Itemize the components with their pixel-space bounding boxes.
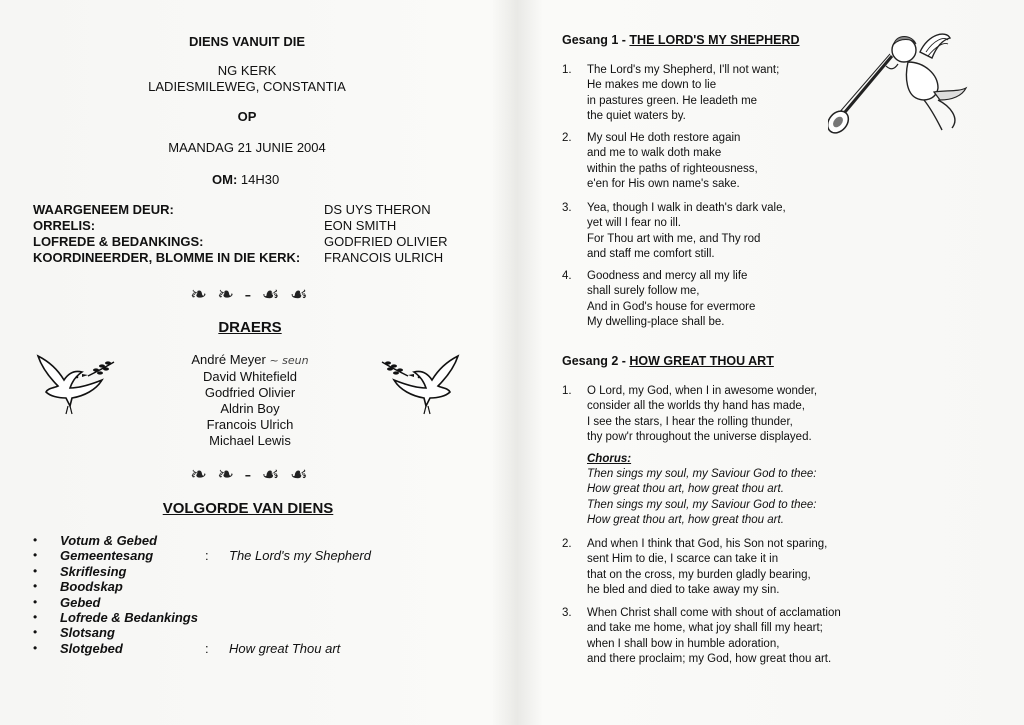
- bearer-name: Godfried Olivier: [204, 385, 296, 400]
- committee-name: GODFRIED OLIVIER: [324, 234, 448, 249]
- draers-title: DRAERS: [218, 319, 282, 336]
- ornament-divider: ❧ ❧ - ☙ ☙: [190, 462, 310, 486]
- om-label: OM:: [212, 172, 238, 187]
- bullet-icon: •: [33, 579, 38, 594]
- bearer-name: David Whitefield: [203, 369, 297, 384]
- bullet-icon: •: [33, 640, 38, 655]
- order-title: VOLGORDE VAN DIENS: [162, 500, 334, 517]
- cherub-icon: [828, 30, 982, 142]
- church-address: LADIESMILEWEG, CONSTANTIA: [148, 79, 346, 94]
- bullet-icon: •: [33, 625, 38, 640]
- committee-name: EON SMITH: [324, 218, 397, 233]
- hymn-2-label: Gesang 2 -: [562, 354, 626, 368]
- hymn-1-title: THE LORD'S MY SHEPHERD: [629, 33, 800, 47]
- chorus-label: Chorus:: [587, 453, 632, 465]
- bullet-icon: •: [33, 563, 38, 578]
- church-name: NG KERK: [217, 63, 277, 78]
- committee-role: KOORDINEERDER, BLOMME IN DIE KERK:: [33, 250, 301, 265]
- hymn-1-label: Gesang 1 -: [562, 33, 626, 47]
- op-label: OP: [237, 109, 257, 124]
- om-time: 14H30: [240, 172, 280, 187]
- bullet-icon: •: [33, 594, 38, 609]
- bearer-name: Francois Ulrich: [206, 417, 294, 432]
- bearers-list: [150, 352, 350, 449]
- hymn-2-heading: [562, 354, 774, 368]
- bearer-name: André Meyer ~ seun: [191, 352, 309, 367]
- committee-role: ORRELIS:: [33, 218, 96, 233]
- bearer-name: Aldrin Boy: [220, 401, 280, 416]
- hymn-1-heading: [562, 33, 800, 47]
- dove-icon: [36, 350, 120, 418]
- program-sheet: DIENS VANUIT DIE NG KERK LADIESMILEWEG, CONSTANTIA OP MAANDAG 21 JUNIE 2004 OM: 14H30 WAARGENEEM DEUR: DS UYS THERON ORRELIS: EON SMITH LOFREDE & BEDANKINGS: GODFRIED OLIVIER KOORDINEERDER, BLOMME IN DIE KERK: FRANCOIS ULRICH ❧ ❧ - ☙ ☙ DRAERS André Meyer ~ seun David Whitefield Godfried Olivier Aldrin Boy Francois Ulrich Michael Lewis ❧ ❧ - ☙ ☙ VOLGORDE VAN DIENS • Votum & Gebed • Gemeentesang : The Lord's my Shepherd • Skriflesing • Boodskap • Gebed • Lofrede & Bedankings • Slotsang • Slotgebed : How great Thou art Gesang 1 - THE LORD'S MY SHEPHERD 1. The Lord's my Shepherd, I'll not want; He makes me down to lie in pastures green. He leadeth me the quiet waters by. 2. My soul He doth restore again and me to walk doth make within the paths of righteousness, e'en for His own name's sake. 3. Yea, though I walk in death's dark vale, yet will I fear no ill. For Thou art with me, and Thy rod and staff me comfort still. 4. Goodness and mercy all my life shall surely follow me, And in God's house for evermore My dwelling-place shall be. Gesang 2 - HOW GREAT THOU ART 1. O Lord, my God, when I in awesome wonder, consider all the worlds thy hand has made, I see the stars, I hear the rolling thunder, thy pow'r throughout the universe displayed. Chorus: Then sings my soul, my Saviour God to thee: How great thou art, how great thou art. Then sings my soul, my Saviour God to thee: How great thou art, how great thou art. 2. And when I think that God, his Son not sparing, sent Him to die, I scarce can take it in that on the cross, my burden gladly bearing, he bled and died to take away my sin. 3. When Christ shall come with shout of acclamation and take me home, what joy shall fill my heart; when I shall bow in humble adoration, and there proclaim; my God, how great thou art.: [0, 0, 1024, 725]
- hymn-2-chorus: Chorus: Then sings my soul, my Saviour God to thee: How great thou art, how great thou art. Then sings my soul, my Saviour God to thee: How great thou art, how great thou art.: [587, 453, 817, 526]
- committee-role: WAARGENEEM DEUR:: [33, 202, 174, 217]
- bearer-name: Michael Lewis: [209, 433, 291, 448]
- committee-name: FRANCOIS ULRICH: [324, 250, 444, 265]
- ornament-divider: ❧ ❧ - ☙ ☙: [190, 282, 310, 306]
- bullet-icon: •: [33, 533, 38, 547]
- bullet-icon: •: [33, 548, 38, 563]
- committee-name: DS UYS THERON: [324, 202, 431, 217]
- service-time: [212, 172, 279, 188]
- committee-role: LOFREDE & BEDANKINGS:: [33, 234, 204, 249]
- service-title: DIENS VANUIT DIE: [188, 34, 306, 49]
- service-date: MAANDAG 21 JUNIE 2004: [168, 140, 326, 155]
- handwritten-note: ~ seun: [269, 354, 309, 367]
- hymn-2-title: HOW GREAT THOU ART: [629, 354, 774, 368]
- bullet-icon: •: [33, 609, 38, 624]
- dove-icon: [376, 350, 460, 418]
